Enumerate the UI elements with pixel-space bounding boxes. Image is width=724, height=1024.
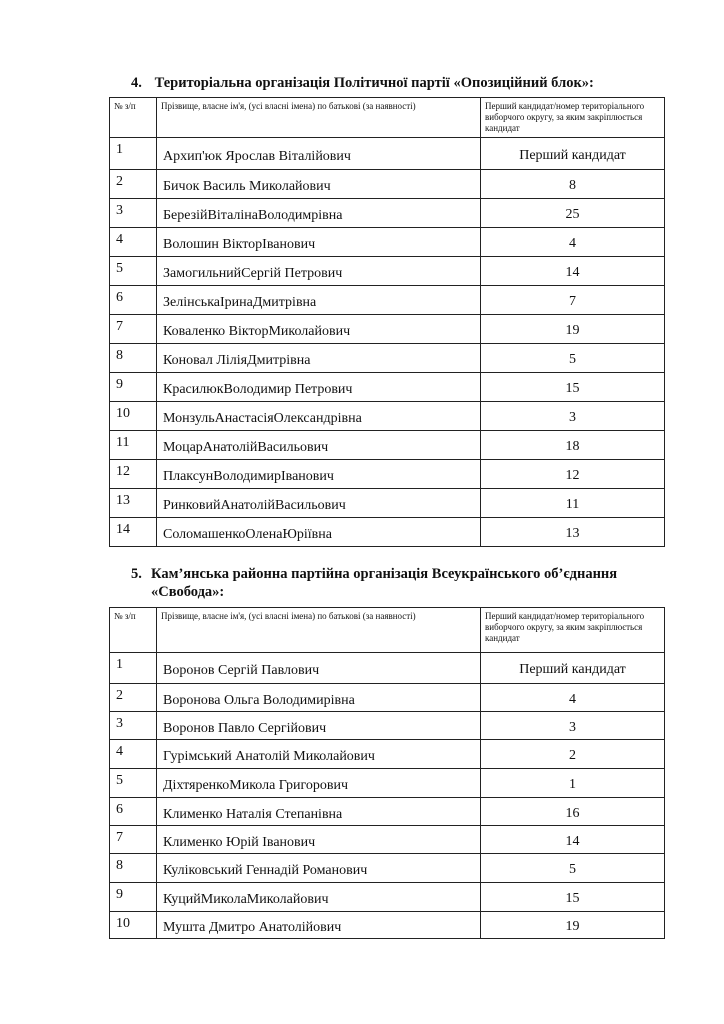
row-name: КуцийМиколаМиколайович: [157, 883, 481, 912]
row-name: Волошин ВікторІванович: [157, 228, 481, 257]
table-row: [110, 460, 665, 489]
row-name: ДіхтяренкоМикола Григорович: [157, 769, 481, 798]
table-row: [110, 170, 665, 199]
row-number: 8: [110, 854, 157, 883]
table-header-row: [110, 608, 665, 653]
row-number: 9: [110, 373, 157, 402]
row-number: 6: [110, 286, 157, 315]
row-district: 15: [481, 883, 665, 912]
row-district: 7: [481, 286, 665, 315]
row-number: 12: [110, 460, 157, 489]
table-row: [110, 826, 665, 854]
row-number: 1: [110, 653, 157, 684]
row-district: 3: [481, 712, 665, 740]
table-row: [110, 257, 665, 286]
row-name: РинковийАнатолійВасильович: [157, 489, 481, 518]
table-row: [110, 712, 665, 740]
row-district: 8: [481, 170, 665, 199]
row-name: ЗамогильнийСергій Петрович: [157, 257, 481, 286]
table-row: [110, 518, 665, 547]
row-district: 15: [481, 373, 665, 402]
row-name: Бичок Василь Миколайович: [157, 170, 481, 199]
row-number: 10: [110, 912, 157, 939]
row-name: ЗелінськаІринаДмитрівна: [157, 286, 481, 315]
table-row: [110, 769, 665, 798]
row-name: БерезійВіталінаВолодимрівна: [157, 199, 481, 228]
table-row: [110, 854, 665, 883]
section-4-table: [109, 97, 665, 547]
row-district: Перший кандидат: [481, 138, 665, 170]
table-row: [110, 315, 665, 344]
header-district: Перший кандидат/номер територіального виборчого округу, за яким закріплюється кандидат: [481, 98, 665, 138]
row-name: Куліковський Геннадій Романович: [157, 854, 481, 883]
row-name: КрасилюкВолодимир Петрович: [157, 373, 481, 402]
table-row: [110, 138, 665, 170]
table-row: [110, 228, 665, 257]
row-number: 7: [110, 826, 157, 854]
row-district: 5: [481, 344, 665, 373]
row-district: 5: [481, 854, 665, 883]
row-number: 5: [110, 769, 157, 798]
row-district: 16: [481, 798, 665, 826]
row-number: 6: [110, 798, 157, 826]
table-row: [110, 912, 665, 939]
row-district: 18: [481, 431, 665, 460]
row-district: 2: [481, 740, 665, 769]
row-name: Архип'юк Ярослав Віталійович: [157, 138, 481, 170]
row-name: Клименко Юрій Іванович: [157, 826, 481, 854]
row-name: СоломашенкоОленаЮріївна: [157, 518, 481, 547]
table-row: [110, 199, 665, 228]
row-number: 3: [110, 712, 157, 740]
header-number: № з/п: [110, 98, 157, 138]
row-number: 2: [110, 684, 157, 712]
table-row: [110, 653, 665, 684]
header-name: Прізвище, власне ім'я, (усі власні імена) по батькові (за наявності): [157, 608, 481, 653]
section-4-number: 4.: [131, 75, 142, 91]
table-row: [110, 286, 665, 315]
row-name: Коновал ЛіліяДмитрівна: [157, 344, 481, 373]
row-district: 25: [481, 199, 665, 228]
row-district: 12: [481, 460, 665, 489]
table-row: [110, 489, 665, 518]
row-district: 13: [481, 518, 665, 547]
row-number: 4: [110, 228, 157, 257]
header-name: Прізвище, власне ім'я, (усі власні імена) по батькові (за наявності): [157, 98, 481, 138]
row-district: 4: [481, 228, 665, 257]
row-number: 9: [110, 883, 157, 912]
row-district: 11: [481, 489, 665, 518]
row-district: 4: [481, 684, 665, 712]
row-name: Воронов Павло Сергійович: [157, 712, 481, 740]
row-district: 14: [481, 257, 665, 286]
row-district: 3: [481, 402, 665, 431]
table-row: [110, 431, 665, 460]
row-number: 1: [110, 138, 157, 170]
section-5-title-line2: «Свобода»:: [151, 584, 225, 600]
row-name: МоцарАнатолійВасильович: [157, 431, 481, 460]
row-name: Гурімський Анатолій Миколайович: [157, 740, 481, 769]
row-number: 14: [110, 518, 157, 547]
table-row: [110, 402, 665, 431]
row-number: 13: [110, 489, 157, 518]
row-number: 11: [110, 431, 157, 460]
section-4-heading: [131, 74, 594, 92]
header-number: № з/п: [110, 608, 157, 653]
row-district: 1: [481, 769, 665, 798]
row-name: Воронов Сергій Павлович: [157, 653, 481, 684]
table-row: [110, 344, 665, 373]
table-row: [110, 798, 665, 826]
row-number: 3: [110, 199, 157, 228]
table-row: [110, 740, 665, 769]
row-name: Коваленко ВікторМиколайович: [157, 315, 481, 344]
table-row: [110, 684, 665, 712]
header-district: Перший кандидат/номер територіального виборчого округу, за яким закріплюється кандидат: [481, 608, 665, 653]
table-row: [110, 373, 665, 402]
table-row: [110, 883, 665, 912]
section-5-title-line1: Кам’янська районна партійна організація Всеукраїнського об’єднання: [151, 566, 618, 582]
section-5-number: 5.: [131, 566, 142, 582]
table-header-row: [110, 98, 665, 138]
row-number: 10: [110, 402, 157, 431]
row-district: 14: [481, 826, 665, 854]
row-district: 19: [481, 912, 665, 939]
row-number: 8: [110, 344, 157, 373]
row-number: 5: [110, 257, 157, 286]
row-name: Мушта Дмитро Анатолійович: [157, 912, 481, 939]
row-name: МонзульАнастасіяОлександрівна: [157, 402, 481, 431]
section-5-table: [109, 607, 665, 939]
row-number: 2: [110, 170, 157, 199]
section-4-title: Територіальна організація Політичної партії «Опозиційний блок»:: [154, 75, 594, 91]
row-name: Клименко Наталія Степанівна: [157, 798, 481, 826]
row-district: Перший кандидат: [481, 653, 665, 684]
row-name: Воронова Ольга Володимирівна: [157, 684, 481, 712]
row-number: 7: [110, 315, 157, 344]
row-number: 4: [110, 740, 157, 769]
row-district: 19: [481, 315, 665, 344]
section-5-heading: [131, 565, 617, 601]
row-name: ПлаксунВолодимирІванович: [157, 460, 481, 489]
